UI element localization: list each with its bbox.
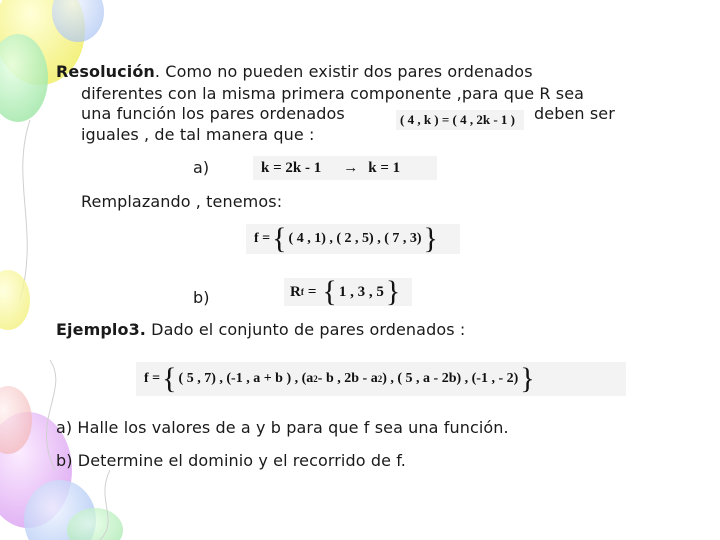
- equation-pairs-text: ( 4 , k ) = ( 4 , 2k - 1 ): [400, 112, 516, 127]
- equation-rf-sub: f: [300, 287, 304, 297]
- equation-k-result: k = 1: [368, 159, 401, 176]
- balloon-string: [20, 120, 30, 300]
- ejemplo-label: Ejemplo3.: [56, 320, 146, 339]
- remplazando-text: Remplazando , tenemos:: [81, 192, 283, 211]
- equation-f: [246, 224, 460, 254]
- equation-big-p1: ( 5 , 7) , (-1 , a + b ) , (a: [178, 371, 314, 386]
- ejemplo-line: [56, 320, 465, 340]
- equation-big-f: [136, 362, 626, 396]
- brace-close: }: [385, 275, 401, 308]
- resolucion-line-1: [56, 62, 533, 82]
- part-a-label: a): [193, 158, 210, 177]
- equation-k: [253, 156, 437, 180]
- equation-big-p2: - b , 2b - a: [317, 371, 378, 386]
- equation-rf-set: 1 , 3 , 5: [338, 283, 384, 300]
- brace-open: {: [162, 362, 177, 395]
- item-b: b) Determine el dominio y el recorrido de f.: [56, 451, 406, 470]
- exponent-2: 2: [377, 374, 383, 384]
- brace-open: {: [272, 222, 287, 255]
- resolucion-line-4: iguales , de tal manera que :: [81, 125, 315, 144]
- equation-rf-eq: =: [307, 283, 317, 300]
- brace-close: }: [423, 222, 438, 255]
- equation-f-set: ( 4 , 1) , ( 2 , 5) , ( 7 , 3): [288, 231, 422, 246]
- ejemplo-text: Dado el conjunto de pares ordenados :: [145, 320, 466, 339]
- arrow-icon: →: [343, 159, 359, 176]
- balloon-yellow-left: [0, 270, 30, 330]
- part-b-label: b): [193, 288, 210, 307]
- resolucion-label: Resolución: [56, 62, 155, 81]
- resolucion-line-2: diferentes con la misma primera componente ,para que R sea: [81, 84, 585, 103]
- resolucion-line-3: una función los pares ordenados: [81, 104, 345, 123]
- item-a: a) Halle los valores de a y b para que f sea una función.: [56, 418, 509, 437]
- brace-open: {: [322, 275, 337, 308]
- resolucion-line-3b: deben ser: [534, 104, 615, 123]
- brace-close: }: [520, 362, 535, 395]
- equation-big-p3: ) , ( 5 , a - 2b) , (-1 , - 2): [382, 371, 519, 386]
- equation-rf: [284, 275, 412, 308]
- equation-pairs: [396, 110, 524, 130]
- equation-rf-lhs: R: [290, 283, 301, 300]
- resolucion-text-1: . Como no pueden existir dos pares ordenados: [154, 62, 533, 81]
- equation-f-lhs: f =: [254, 231, 271, 246]
- equation-big-lhs: f =: [144, 371, 161, 386]
- equation-k-text: k = 2k - 1: [261, 159, 322, 176]
- exponent-2: 2: [313, 374, 318, 384]
